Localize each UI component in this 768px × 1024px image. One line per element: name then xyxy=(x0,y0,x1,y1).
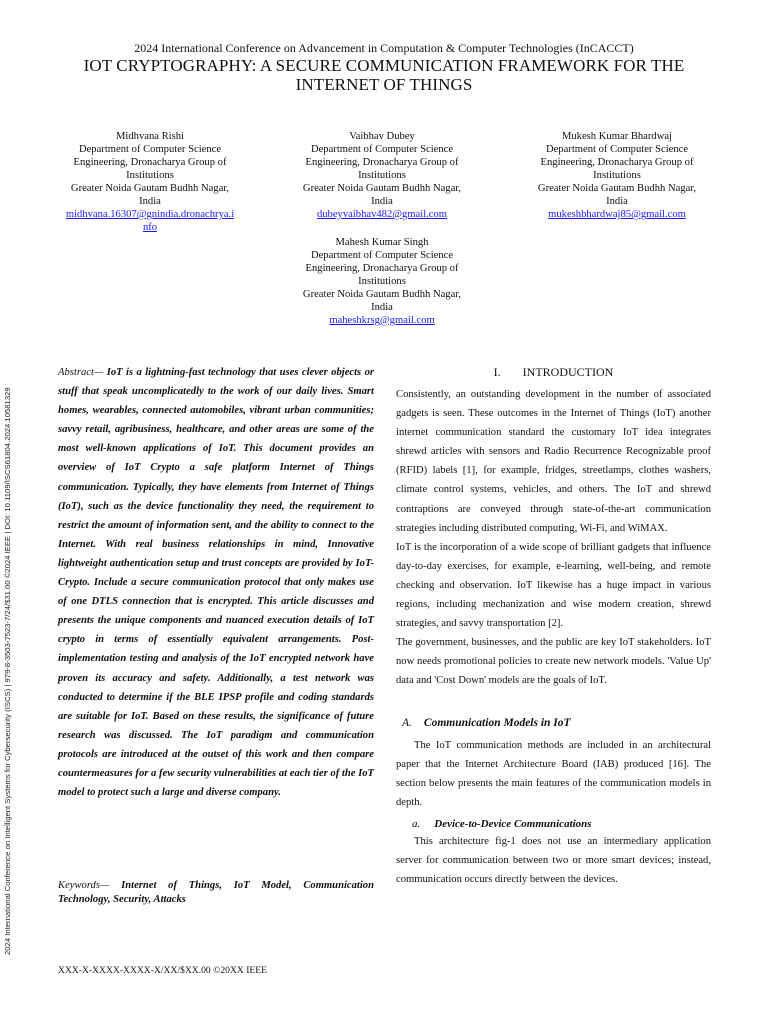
author-city: Greater Noida Gautam Budhh Nagar, xyxy=(70,183,230,194)
author-dept: Institutions xyxy=(593,170,641,181)
section-title: INTRODUCTION xyxy=(522,365,614,379)
communication-models-paragraph: The IoT communication methods are included in an architectural paper that the Internet Architecture Board (IAB) produced [16]. The section below presents the main features of the communication models in depth. xyxy=(396,739,711,808)
author-email-link[interactable]: mukeshbhardwaj85@gmail.com xyxy=(548,209,686,220)
author-dept: Engineering, Dronacharya Group of xyxy=(305,263,459,274)
keywords xyxy=(58,879,374,906)
author-country: India xyxy=(371,302,393,313)
author-email-link[interactable]: midhvana.16307@gnindia.dronachrya.i nfo xyxy=(65,209,235,233)
right-column xyxy=(396,362,711,889)
subsection-heading-communication-models xyxy=(402,716,711,730)
keywords-text: Internet of Things, IoT Model, Communication Technology, Security, Attacks xyxy=(58,880,374,905)
title-line-2: INTERNET OF THINGS xyxy=(295,75,473,94)
author-city: Greater Noida Gautam Budhh Nagar, xyxy=(302,183,462,194)
subsubsection-title: Device-to-Device Communications xyxy=(434,817,592,830)
author-dept: Department of Computer Science xyxy=(78,144,222,155)
intro-paragraph-3: The government, businesses, and the public are key IoT stakeholders. IoT now needs promotional policies to create new network models. 'Value Up' data and 'Cost Down' models are the goals of IoT. xyxy=(396,637,711,687)
subsection-title: Communication Models in IoT xyxy=(423,716,571,729)
author-dept: Department of Computer Science xyxy=(310,250,454,261)
author-dept: Institutions xyxy=(358,276,406,287)
section-heading-introduction xyxy=(396,362,711,382)
subsubsection-heading-d2d xyxy=(412,817,711,831)
d2d-paragraph: This architecture fig-1 does not use an intermediary application server for communication between two or more smart devices; instead, communication occurs directly between the devices. xyxy=(396,835,711,886)
author-dept: Engineering, Dronacharya Group of xyxy=(540,157,694,168)
author-dept: Institutions xyxy=(358,170,406,181)
author-block-3 xyxy=(525,130,709,221)
intro-paragraph-2: IoT is the incorporation of a wide scope of brilliant gadgets that influence day-to-day exercises, for example, e-learning, well-being, and remote checking and observation. IoT likewise has a huge impact in various regions, including mechanization and wise modern creation, shrewd strategies, and savvy transportation [2]. xyxy=(396,541,711,630)
author-dept: Institutions xyxy=(126,170,174,181)
abstract xyxy=(58,363,374,802)
author-email-link[interactable]: dubeyvaibhav482@gmail.com xyxy=(316,209,448,220)
abstract-text: IoT is a lightning-fast technology that uses clever objects or stuff that speak uncomplicatedly to the work of our daily lives. Smart homes, wearables, connected automobiles, vibrant urban communities; savvy retail, agribusiness, healthcare, and other areas are some of the most well-known applications of IoT. This document provides an overview of IoT Crypto a safe platform Internet of Things communication. Typically, they have elements from Internet of Things (IoT), such as the device functionality they need, the requirement to restrict the amount of information sent, and the ability to connect to the Internet. With real business relationships in mind, Innovative lightweight authentication setup and trust concepts are provided by IoT-Crypto. Include a secure communication protocol that only makes use of one DTLS connection that is encrypted. This article discusses and presents the unique components and nuanced execution details of IoT crypto in terms of essentially equivalent arrangements. Post-implementation testing and analysis of the IoT encrypted network have proven its accuracy and safety. Additionally, a test network was conducted to determine if the BLE IPSP profile and coding standards are suitable for IoT. Based on these results, the significance of future research was discussed. The IoT paradigm and communication protocols are introduced at the outset of this work and then compare countermeasures for a few security vulnerabilities at each tier of the IoT model to protect such a large and diverse company. xyxy=(58,367,374,799)
intro-paragraph-1: Consistently, an outstanding development in the number of associated gadgets is seen. These outcomes in the Internet of Things (IoT) another internet communication standard the customary IoT idea integrates shrewd articles with sensors and Radio Recurrence Recognizable proof (RFID) labels [1], for example, fridges, streetlamps, clothes washers, climate control systems, vehicles, and others. The IoT and shrewd contraptions are conveyed through state-of-the-art communication strategies including distributed computing, Wi-Fi, and WiMAX. xyxy=(396,389,711,534)
abstract-lead: Abstract— xyxy=(58,367,104,378)
author-country: India xyxy=(371,196,393,207)
keywords-lead: Keywords— xyxy=(58,880,110,891)
author-dept: Department of Computer Science xyxy=(545,144,689,155)
author-block-1 xyxy=(60,130,240,234)
author-name: Midhvana Rishi xyxy=(116,131,184,142)
author-dept: Engineering, Dronacharya Group of xyxy=(73,157,227,168)
copyright-footer: XXX-X-XXXX-XXXX-X/XX/$XX.00 ©20XX IEEE xyxy=(58,965,267,976)
author-dept: Department of Computer Science xyxy=(310,144,454,155)
author-email-link[interactable]: maheshkrsg@gmail.com xyxy=(329,315,435,326)
author-name: Mukesh Kumar Bhardwaj xyxy=(561,131,673,142)
paper-title xyxy=(40,56,728,94)
author-name: Vaibhav Dubey xyxy=(349,131,415,142)
title-line-1: IOT CRYPTOGRAPHY: A SECURE COMMUNICATION FRAMEWORK FOR THE xyxy=(83,56,685,75)
author-dept: Engineering, Dronacharya Group of xyxy=(305,157,459,168)
author-country: India xyxy=(606,196,628,207)
author-block-2 xyxy=(290,130,474,221)
subsubsection-number: a. xyxy=(412,817,421,830)
author-city: Greater Noida Gautam Budhh Nagar, xyxy=(537,183,697,194)
conference-header: 2024 International Conference on Advancement in Computation & Computer Technologies (InCACCT) xyxy=(134,41,634,55)
author-block-4 xyxy=(290,236,474,327)
ieee-doi-sidebar: 2024 International Conference on Intelligent Systems for Cybersecurity (ISCS) | 979-8-3503-7523-7/24/$31.00 ©2024 IEEE | DOI: 10.1109/ISCS61804.2024.10581329 xyxy=(3,387,12,955)
author-country: India xyxy=(139,196,161,207)
author-city: Greater Noida Gautam Budhh Nagar, xyxy=(302,289,462,300)
author-name: Mahesh Kumar Singh xyxy=(335,237,429,248)
subsection-number: A. xyxy=(402,716,412,729)
section-number: I. xyxy=(493,365,501,379)
